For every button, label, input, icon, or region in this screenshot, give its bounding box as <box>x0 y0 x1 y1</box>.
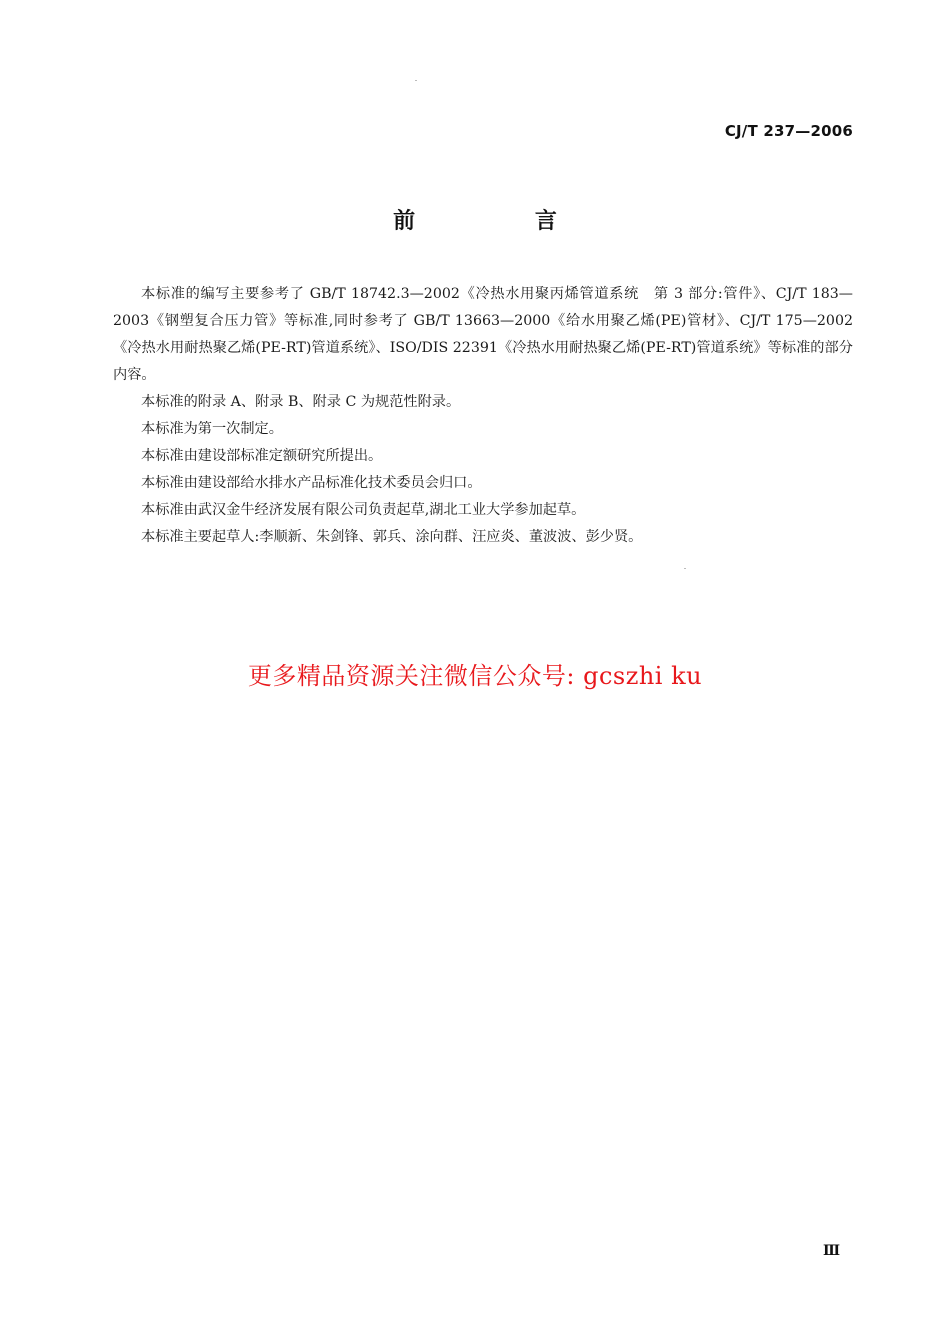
paragraph-proposed-by: 本标准由建设部标准定额研究所提出。 <box>141 448 383 464</box>
page-number: Ⅲ <box>822 1243 840 1259</box>
paragraph-main-drafters: 本标准主要起草人:李顺新、朱剑锋、郭兵、涂向群、汪应炎、董波波、彭少贤。 <box>141 529 643 545</box>
standard-code: CJ/T 237—2006 <box>724 122 853 140</box>
page-title: 前 言 <box>393 209 613 234</box>
paragraph-references: 本标准的编写主要参考了 GB/T 18742.3—2002《冷热水用聚丙烯管道系统 第 3 部分:管件》、CJ/T 183—2003《钢塑复合压力管》等标准,同时参考了 GB/T 13663—2000《给水用聚乙烯(PE)管材》、CJ/T 175—2002《冷热水用耐热聚乙烯(PE-RT)管道系统》、ISO/DIS 22391《冷热水用耐热聚乙烯(PE-RT)管道系统》等标准的部分内容。 <box>113 286 853 383</box>
paragraph-first-edition: 本标准为第一次制定。 <box>141 421 283 437</box>
paragraph-drafted-by: 本标准由武汉金牛经济发展有限公司负责起草,湖北工业大学参加起草。 <box>141 502 586 518</box>
scan-speck <box>684 568 686 569</box>
scan-speck <box>415 80 417 81</box>
paragraph-appendices: 本标准的附录 A、附录 B、附录 C 为规范性附录。 <box>141 394 461 410</box>
wechat-watermark-text: 更多精品资源关注微信公众号: gcszhi ku <box>247 662 703 690</box>
foreword-body <box>113 281 853 551</box>
paragraph-under-jurisdiction: 本标准由建设部给水排水产品标准化技术委员会归口。 <box>141 475 482 491</box>
